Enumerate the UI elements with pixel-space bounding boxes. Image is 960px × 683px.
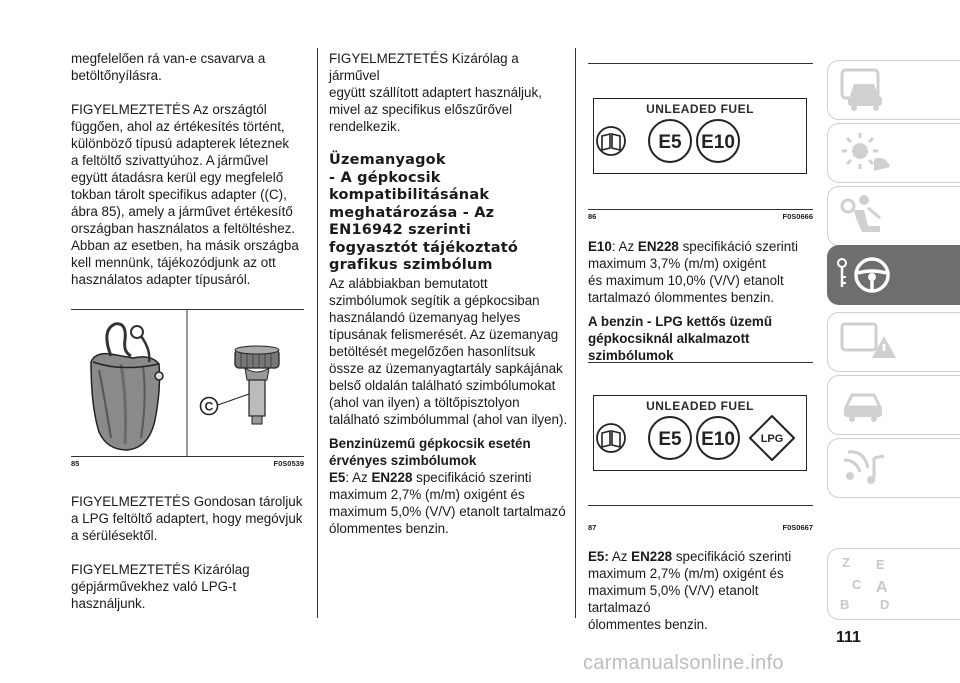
paragraph-1: megfelelően rá van-e csavarva a betöltőnyílásra.: [71, 51, 266, 83]
figure-number: 87: [588, 523, 597, 532]
figure-85: [71, 309, 304, 468]
multimedia-icon: [834, 440, 904, 496]
tab-safety[interactable]: [827, 186, 960, 246]
intro-paragraph: Az alábbiakban bemutatott szimbólumok segítik a gépkocsiban használandó üzemanyag helyes típusának felismerését. Az üzemanyag betöltését megelőzően hasonlítsuk össze az üzemanyagtartály sapkájának belső oldalán található szimbólumokat (ahol van ilyen) a töltőpisztolyon található szimbólummal (ahol van ilyen).: [329, 275, 568, 427]
figure-number: 86: [588, 212, 597, 221]
e10-badge-icon: [697, 120, 739, 162]
tab-dashboard[interactable]: [827, 60, 960, 120]
column-2: [329, 50, 569, 537]
column-1: [71, 50, 306, 288]
column-3-bottom: [588, 548, 820, 633]
figure-caption: [588, 212, 813, 221]
watermark: carmanualsonline.info: [583, 652, 784, 674]
svg-text:E10: E10: [701, 429, 735, 450]
sun-lights-icon: [834, 125, 904, 181]
tab-lights[interactable]: [827, 123, 960, 183]
callout-c: C: [204, 399, 214, 414]
tab-driving[interactable]: [827, 245, 960, 305]
warning-paragraph-filter: FIGYELMEZTETÉS Kizárólag a járművel együtt szállított adaptert használjuk, mivel az specifikus előszűrővel rendelkezik.: [329, 51, 542, 134]
lpg-adapter-illustration: [71, 310, 304, 456]
e5-badge-icon: [649, 417, 691, 459]
warning-paragraph-storage: FIGYELMEZTETÉS Gondosan tároljuk a LPG feltöltő adaptert, hogy megóvjuk a sérülésektől.: [71, 494, 303, 543]
column-divider-2: [575, 48, 576, 618]
e10-definition: E10: Az EN228 specifikáció szerinti maximum 3,7% (m/m) oxigént és maximum 10,0% (V/V) etanolt tartalmazó ólommentes benzin.: [588, 239, 798, 305]
manual-book-icon: [597, 424, 625, 452]
column-3-mid: [588, 238, 818, 364]
column-divider-1: [317, 48, 318, 618]
page-number: 111: [836, 629, 861, 646]
figure-caption: [71, 459, 304, 468]
warning-paragraph-lpg: FIGYELMEZTETÉS Kizárólag gépjárművekhez való LPG-t használjunk.: [71, 562, 250, 611]
fuel-label-e5-e10-lpg: [593, 395, 807, 471]
e5-badge-icon: [649, 120, 691, 162]
warning-paragraph-adapter: FIGYELMEZTETÉS Az országtól függően, ahol az értékesítés történt, különböző típusú adapterek léteznek a feltöltő szivattyúhoz. A járművel együtt átadásra kerül egy megfelelő tokban tárolt specifikus adapter ((C), ábra 85), amely a járművet értékesítő országban használatos a feltöltéshez. Abban az esetben, ha másik országba kell mennünk, tájékozódjunk az ott használatos adapter típusáról.: [71, 102, 299, 287]
maintenance-car-icon: [834, 377, 904, 433]
manual-book-icon: [597, 127, 625, 155]
figure-86: [588, 63, 813, 221]
svg-text:E10: E10: [701, 132, 735, 153]
subheading-petrol: Benzinüzemű gépkocsik esetén érvényes szimbólumok: [329, 435, 531, 468]
e10-badge-icon: [697, 417, 739, 459]
figure-87: [588, 362, 813, 532]
tab-emergency[interactable]: [827, 312, 960, 372]
figure-code: F0S0539: [273, 459, 304, 468]
subheading-lpg: A benzin - LPG kettős üzemű gépkocsiknál alkalmazott szimbólumok: [588, 314, 773, 363]
svg-text:E5: E5: [658, 132, 682, 153]
tab-maintenance[interactable]: [827, 375, 960, 435]
figure-caption: [588, 523, 813, 532]
label-heading: UNLEADED FUEL: [646, 102, 754, 116]
column-1-bottom: [71, 493, 311, 612]
car-dashboard-icon: [834, 62, 904, 118]
section-heading: Üzemanyagok - A gépkocsik kompatibilitásának meghatározása - Az EN16942 szerinti fogyasztót tájékoztató grafikus szimbólum: [329, 152, 519, 273]
tab-index[interactable]: [827, 548, 960, 620]
airbag-seat-icon: [834, 188, 904, 244]
warning-car-icon: [834, 314, 904, 370]
figure-code: F0S0667: [782, 523, 813, 532]
figure-number: 85: [71, 459, 80, 468]
figure-code: F0S0666: [782, 212, 813, 221]
label-heading: UNLEADED FUEL: [646, 399, 754, 413]
fuel-label-e5-e10: [593, 98, 807, 174]
svg-text:E5: E5: [658, 429, 682, 450]
e5-lpg-definition: E5: Az EN228 specifikáció szerinti maximum 2,7% (m/m) oxigént és maximum 5,0% (V/V) etanolt tartalmazó ólommentes benzin.: [588, 549, 792, 632]
e5-definition: E5: Az EN228 specifikáció szerinti maximum 2,7% (m/m) oxigént és maximum 5,0% (V/V) etanolt tartalmazó ólommentes benzin.: [329, 469, 566, 536]
index-letters-icon: Z E C A B D: [840, 555, 890, 612]
svg-text:LPG: LPG: [760, 433, 784, 445]
steering-wheel-key-icon: [832, 247, 912, 303]
lpg-diamond-icon: [750, 416, 794, 460]
tab-multimedia[interactable]: [827, 438, 960, 498]
